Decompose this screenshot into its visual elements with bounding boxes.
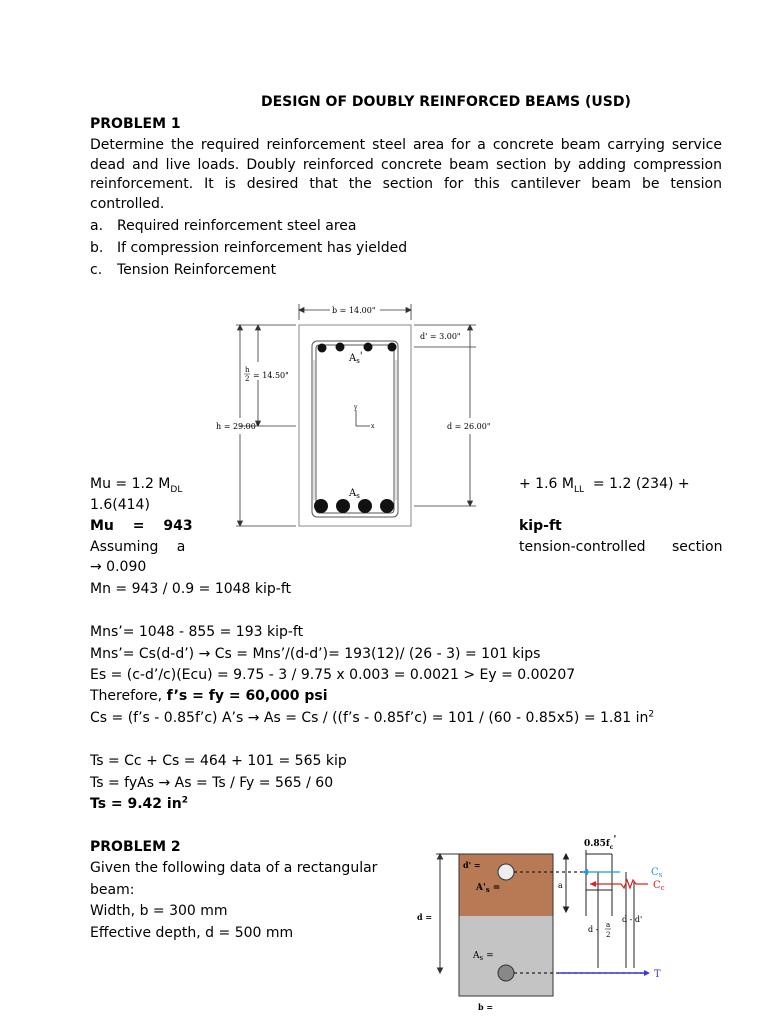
list-marker: b. xyxy=(90,240,104,256)
h-dimension-label: h = 29.00" xyxy=(216,422,260,431)
mns-line: Mns’= 1048 - 855 = 193 kip-ft xyxy=(90,624,304,640)
stress-block-figure xyxy=(408,828,684,1022)
dprime-label: d' = xyxy=(463,860,481,870)
as-prime-label: $A_s'$ xyxy=(349,351,363,365)
problem2-heading: PROBLEM 2 xyxy=(90,839,181,855)
problem2-width: Width, b = 300 mm xyxy=(90,903,228,919)
mu-result: Mu = 943 xyxy=(90,518,193,534)
list-marker: c. xyxy=(90,262,103,278)
assumption-cont: → 0.090 xyxy=(90,559,147,575)
half-h-label: = 14.50" xyxy=(253,371,289,380)
problem1-heading: PROBLEM 1 xyxy=(90,116,181,132)
b-dimension-label: b = 14.00" xyxy=(332,306,376,315)
problem1-intro: Determine the required reinforcement steel area for a concrete beam carrying service dead and live loads. Doubly reinforced concrete beam section by adding compression reinforcement. It is desired that the section for this cantilever beam be tension controlled. xyxy=(90,137,722,212)
as-prime-label: $A'_s$ = xyxy=(476,883,501,894)
cc-label: $C_c$ xyxy=(653,880,665,892)
assumption-right: tension-controlled section xyxy=(519,539,723,555)
ts-result: Ts = 9.42 $in^2$ xyxy=(90,795,188,812)
bar xyxy=(388,343,397,352)
d-dimension xyxy=(436,854,459,973)
tension-bar xyxy=(498,965,514,981)
list-marker: a. xyxy=(90,218,104,234)
list-item: Tension Reinforcement xyxy=(117,262,277,278)
half-h-den: 2 xyxy=(245,375,250,383)
problem2-line1: Given the following data of a rectangular xyxy=(90,860,378,876)
assumption-left: Assuming a xyxy=(90,539,186,555)
ts-line-1: Ts = Cc + Cs = 464 + 101 = 565 kip xyxy=(90,753,347,769)
mn-line: Mn = 943 / 0.9 = 1048 kip-ft xyxy=(90,581,292,597)
d-minus-a2-label: d - xyxy=(588,925,599,934)
as-label: $A_s$ xyxy=(349,488,360,500)
bar xyxy=(314,499,328,513)
t-label: T xyxy=(654,969,661,980)
mu-equation-cont: 1.6(414) xyxy=(90,497,150,513)
b-label: b = xyxy=(478,1002,494,1012)
beam-cross-section-figure xyxy=(210,300,510,532)
problem2-depth: Effective depth, d = 500 mm xyxy=(90,925,294,941)
mu-equation-left: Mu = 1.2 $M_{DL}$ xyxy=(90,476,183,495)
dprime-label: d' = 3.00" xyxy=(420,332,461,341)
axis-x-label: x xyxy=(371,423,375,430)
cs-label: $C_s$ xyxy=(651,867,663,879)
bar xyxy=(364,343,373,352)
compression-bar xyxy=(498,864,514,880)
es-line: Es = (c-d’/c)(Ecu) = 9.75 - 3 / 9.75 x 0.003 = 0.0021 > Ey = 0.00207 xyxy=(90,667,576,683)
as-label: $A_s$ = xyxy=(473,951,494,962)
d-label: d = xyxy=(417,912,433,922)
two-label: 2 xyxy=(606,931,611,939)
bar xyxy=(336,343,345,352)
cc-arrow xyxy=(590,880,648,888)
d-dimension xyxy=(414,325,476,506)
bar xyxy=(358,499,372,513)
cs-line: Cs = (f’s - 0.85f’c) A’s → As = Cs / ((f’s - 0.85f’c) = 101 / (60 - 0.85x5) = 1.81 $in^2$ xyxy=(90,709,655,726)
d-minus-dprime-label: d - d' xyxy=(622,915,643,924)
axis-y-label: y xyxy=(354,404,358,411)
bar xyxy=(318,344,327,353)
stress-block xyxy=(564,850,635,968)
stress-label: $0.85f_c'$ xyxy=(584,835,617,851)
a-label: a xyxy=(558,881,563,890)
list-item: If compression reinforcement has yielded xyxy=(117,240,408,256)
ts-line-2: Ts = fyAs → As = Ts / Fy = 565 / 60 xyxy=(90,775,334,791)
bar xyxy=(336,499,350,513)
page-title: DESIGN OF DOUBLY REINFORCED BEAMS (USD) xyxy=(261,94,631,110)
half-h-num: h xyxy=(245,366,250,374)
problem2-line2: beam: xyxy=(90,882,135,898)
list-item: Required reinforcement steel area xyxy=(117,218,357,234)
mu-equation-right: + 1.6 $M_{LL} = 1.2$ (234) + xyxy=(519,476,690,495)
bar xyxy=(380,499,394,513)
a-over-label: a xyxy=(606,921,611,929)
mns-cs-line: Mns’= Cs(d-d’) → Cs = Mns’/(d-d’)= 193(12)/ (26 - 3) = 101 kips xyxy=(90,646,541,662)
therefore-line: Therefore, f’s = fy = 60,000 psi xyxy=(90,688,328,704)
mu-result-unit: kip-ft xyxy=(519,518,562,534)
d-dimension-label: d = 26.00" xyxy=(447,422,491,431)
